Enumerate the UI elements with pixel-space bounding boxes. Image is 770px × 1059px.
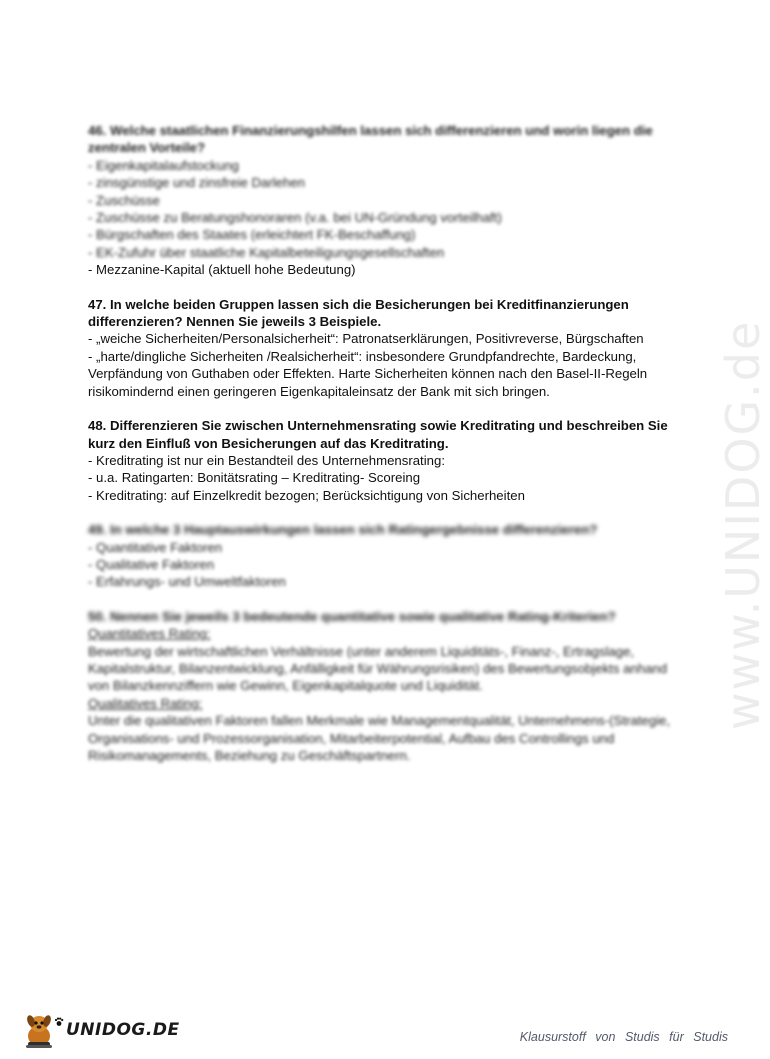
tagline-word: für xyxy=(669,1030,684,1044)
paragraph-qualitative: Unter die qualitativen Faktoren fallen Merkmale wie Managementqualität, Unternehmens-(Strategie, Organisations- und Prozessorganisation, Mitarbeiterpotential, Aufbau des Controllings und Risikomanagements, Beziehung zu Geschäftspartnern. xyxy=(88,713,671,763)
answer-item: - „weiche Sicherheiten/Personalsicherheit“: Patronatserklärungen, Positivreverse, Bürgschaften xyxy=(88,331,644,347)
answer-item: - „harte/dingliche Sicherheiten /Realsicherheit“: insbesondere Grundpfandrechte, Bardeckung, Verpfändung von Guthaben oder Effekten. Harte Sicherheiten können nach den Basel-II-Regeln risikomindernd einen geringeren Eigenkapitaleinsatz der Bank mit sich bringen. xyxy=(88,348,648,399)
answer-item: - Zuschüsse xyxy=(88,192,160,208)
answer-item: - zinsgünstige und zinsfreie Darlehen xyxy=(88,175,305,191)
tagline-word: Studis xyxy=(624,1030,660,1044)
question-49: 49. In welche 3 Hauptauswirkungen lassen sich Ratingergebnisse differenzieren? xyxy=(88,522,598,538)
section-q48 xyxy=(88,417,688,504)
question-48: 48. Differenzieren Sie zwischen Unternehmensrating sowie Kreditrating und beschreiben Sie kurz den Einfluß von Besicherungen auf das Kreditrating. xyxy=(88,418,668,451)
answer-item: - u.a. Ratingarten: Bonitätsrating – Kreditrating- Scoreing xyxy=(88,470,421,486)
question-47: 47. In welche beiden Gruppen lassen sich die Besicherungen bei Kreditfinanzierungen differenzieren? Nennen Sie jeweils 3 Beispiele. xyxy=(88,296,629,330)
footer-tagline xyxy=(520,1030,728,1044)
subheading-quantitative: Quantitatives Rating: xyxy=(88,626,211,642)
section-q46 xyxy=(88,122,688,279)
answer-item: - Kreditrating ist nur ein Bestandteil des Unternehmensrating: xyxy=(88,452,445,468)
answer-item: - Mezzanine-Kapital (aktuell hohe Bedeutung) xyxy=(88,262,356,278)
answer-item: - EK-Zufuhr über staatliche Kapitalbeteiligungsgesellschaften xyxy=(88,244,445,260)
section-q50 xyxy=(88,608,688,765)
tagline-word: Klausurstoff xyxy=(519,1030,586,1044)
tagline-word: von xyxy=(595,1030,616,1044)
tagline-word: Studis xyxy=(693,1030,728,1044)
section-q49 xyxy=(88,521,688,591)
paw-icon xyxy=(54,1017,64,1027)
answer-item: - Kreditrating: auf Einzelkredit bezogen; Berücksichtigung von Sicherheiten xyxy=(88,487,525,503)
answer-item: - Eigenkapitalaufstockung xyxy=(88,157,240,173)
logo-text: UNIDOG.DE xyxy=(66,1020,180,1040)
unidog-logo[interactable] xyxy=(22,1012,180,1048)
subheading-qualitative: Qualitatives Rating: xyxy=(88,695,203,711)
question-46: 46. Welche staatlichen Finanzierungshilfen lassen sich differenzieren und worin liegen die zentralen Vorteile? xyxy=(88,123,653,156)
watermark: www.UNIDOG.de xyxy=(716,319,770,730)
answer-item: - Erfahrungs- und Umweltfaktoren xyxy=(88,574,286,590)
question-50: 50. Nennen Sie jeweils 3 bedeutende quantitative sowie qualitative Rating-Kriterien? xyxy=(88,608,616,624)
answer-item: - Quantitative Faktoren xyxy=(88,539,223,555)
answer-item: - Bürgschaften des Staates (erleichtert FK-Beschaffung) xyxy=(88,227,416,243)
answer-item: - Zuschüsse zu Beratungshonoraren (v.a. bei UN-Gründung vorteilhaft) xyxy=(88,210,502,226)
paragraph-quantitative: Bewertung der wirtschaftlichen Verhältnisse (unter anderem Liquiditäts-, Finanz-, Ertragslage, Kapitalstruktur, Bilanzentwicklung, Anfälligkeit für Währungsrisiken) des Bewertungsobjekts anhand von Bilanzkennziffern wie Gewinn, Eigenkapitalquote und Liquidität. xyxy=(88,643,668,694)
answer-item: - Qualitative Faktoren xyxy=(88,556,215,572)
section-q47 xyxy=(88,296,688,400)
document-content xyxy=(88,122,688,764)
dog-mascot-icon xyxy=(22,1012,56,1048)
